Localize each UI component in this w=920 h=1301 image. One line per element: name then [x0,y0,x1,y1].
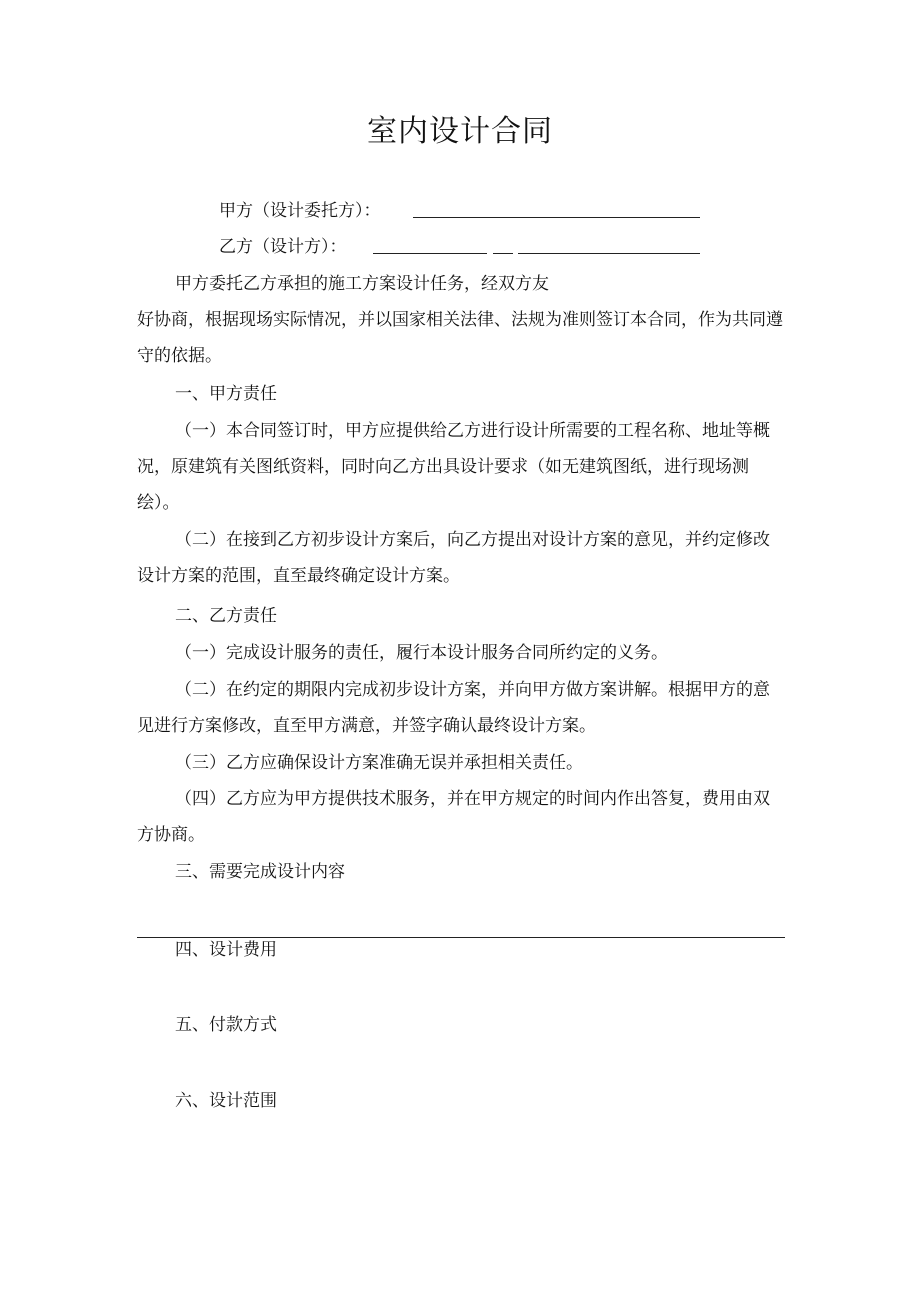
page-title: 室内设计合同 [367,114,553,149]
section-2-item-1: （一）完成设计服务的责任，履行本设计服务合同所约定的义务。 [175,643,668,663]
section-1-heading: 一、甲方责任 [175,384,277,404]
section-6-heading: 六、设计范围 [175,1091,277,1111]
section-1-item-1-line-2: 况，原建筑有关图纸资料，同时向乙方出具设计要求（如无建筑图纸，进行现场测 [137,457,749,477]
section-1-item-1-line-1: （一）本合同签订时，甲方应提供给乙方进行设计所需要的工程名称、地址等概 [175,421,770,441]
section-2-item-2-line-1: （二）在约定的期限内完成初步设计方案，并向甲方做方案讲解。根据甲方的意 [175,680,770,700]
section-5-heading: 五、付款方式 [175,1015,277,1035]
section-4-heading: 四、设计费用 [175,940,277,960]
party-b-blank-2 [493,253,513,254]
intro-line-2: 好协商，根据现场实际情况，并以国家相关法律、法规为准则签订本合同，作为共同遵 [137,310,783,330]
section-1-item-1-line-3: 绘）。 [137,493,180,513]
section-3-heading: 三、需要完成设计内容 [175,862,345,882]
section-2-item-2-line-2: 见进行方案修改，直至甲方满意，并签字确认最终设计方案。 [137,716,596,736]
section-1-item-2-line-2: 设计方案的范围，直至最终确定设计方案。 [137,566,460,586]
intro-line-1: 甲方委托乙方承担的施工方案设计任务，经双方友 [175,274,549,294]
intro-line-3: 守的依据。 [137,346,222,366]
party-a-blank [413,217,700,218]
section-2-item-3: （三）乙方应确保设计方案准确无误并承担相关责任。 [175,753,583,773]
party-b-label: 乙方（设计方）： [219,237,347,257]
section-2-heading: 二、乙方责任 [175,606,277,626]
section-1-item-2-line-1: （二）在接到乙方初步设计方案后，向乙方提出对设计方案的意见，并约定修改 [175,530,770,550]
party-b-blank-1 [373,253,487,254]
party-a-label: 甲方（设计委托方）： [219,201,381,221]
party-b-blank-3 [518,253,700,254]
section-2-item-4-line-2: 方协商。 [137,825,205,845]
section-2-item-4-line-1: （四）乙方应为甲方提供技术服务，并在甲方规定的时间内作出答复，费用由双 [175,789,770,809]
